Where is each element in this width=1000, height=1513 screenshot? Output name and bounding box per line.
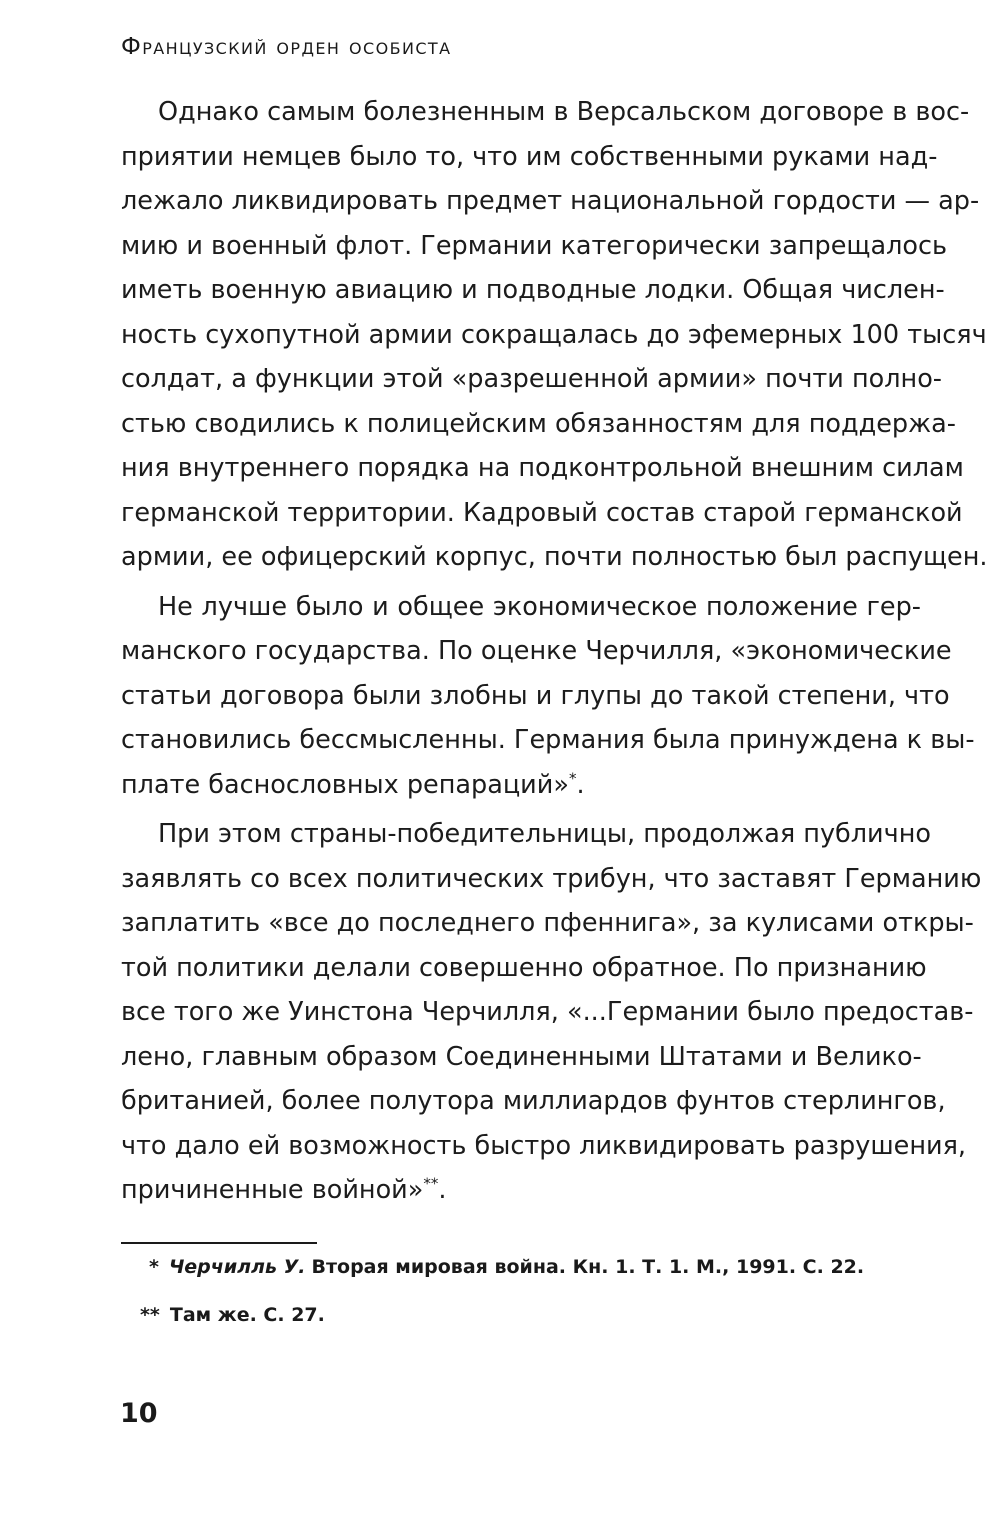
text-line: армии, ее офицерский корпус, почти полностью был распущен. <box>121 542 988 572</box>
text-line: лено, главным образом Соединенными Штатами и Велико- <box>121 1041 922 1072</box>
footnote-reference-mark[interactable]: * <box>568 769 577 787</box>
footnote-author: Черчилль У. <box>168 1256 306 1278</box>
text-line-final <box>121 763 921 808</box>
trailing-punctuation: . <box>438 1175 447 1205</box>
text-line: мию и военный флот. Германии категорически запрещалось <box>121 230 948 261</box>
footnote-divider <box>121 1242 317 1244</box>
footnote-reference-mark[interactable]: ** <box>423 1174 439 1193</box>
trailing-punctuation: . <box>576 769 585 800</box>
text-line: При этом страны-победительницы, продолжая публично <box>158 819 931 849</box>
text-line-content: причиненные войной» <box>121 1175 424 1205</box>
footnote-reference: Там же. С. 27. <box>169 1304 325 1326</box>
text-line: ния внутреннего порядка на подконтрольной внешним силам <box>121 453 964 483</box>
text-line-final <box>121 1168 921 1213</box>
text-line-content: плате баснословных репараций» <box>121 769 569 800</box>
footnote-marker: * <box>149 1256 159 1278</box>
body-text <box>121 90 988 1218</box>
text-line: заявлять со всех политических трибун, что заставят Германию <box>121 863 982 894</box>
running-head: Французский орден особиста <box>121 34 452 60</box>
footnote-marker: ** <box>140 1304 160 1326</box>
text-line: Однако самым болезненным в Версальском договоре в вос- <box>158 97 970 127</box>
page-number: 10 <box>120 1398 158 1429</box>
text-line: солдат, а функции этой «разрешенной армии» почти полно- <box>121 364 942 394</box>
footnote-reference: Вторая мировая война. Кн. 1. Т. 1. М., 1991. С. 22. <box>311 1256 865 1278</box>
text-line: Не лучше было и общее экономическое положение гер- <box>158 591 921 622</box>
text-line: становились бессмысленны. Германия была принуждена к вы- <box>121 725 975 755</box>
paragraph-1 <box>121 90 988 580</box>
text-line: приятии немцев было то, что им собственными руками над- <box>121 141 938 172</box>
footnote-1 <box>149 1256 864 1278</box>
text-line: стью сводились к полицейским обязанностям для поддержа- <box>121 408 956 439</box>
text-line: иметь военную авиацию и подводные лодки. Общая числен- <box>121 275 945 305</box>
text-line: манского государства. По оценке Черчилля, «экономические <box>121 636 952 666</box>
text-line: заплатить «все до последнего пфеннига», за кулисами откры- <box>121 908 974 938</box>
paragraph-2 <box>121 585 975 808</box>
text-line: что дало ей возможность быстро ликвидировать разрушения, <box>121 1130 967 1161</box>
text-line: лежало ликвидировать предмет национальной гордости — ар- <box>121 186 980 216</box>
text-line: британией, более полутора миллиардов фунтов стерлингов, <box>121 1086 946 1116</box>
text-line: статьи договора были злобны и глупы до такой степени, что <box>121 680 950 711</box>
text-line: ность сухопутной армии сокращалась до эфемерных 100 тысяч <box>121 319 987 350</box>
text-line: все того же Уинстона Черчилля, «...Германии было предостав- <box>121 997 974 1027</box>
footnote-2 <box>140 1304 325 1326</box>
text-line: германской территории. Кадровый состав старой германской <box>121 497 963 528</box>
text-line: той политики делали совершенно обратное. По признанию <box>121 952 927 983</box>
paragraph-3 <box>121 812 982 1213</box>
